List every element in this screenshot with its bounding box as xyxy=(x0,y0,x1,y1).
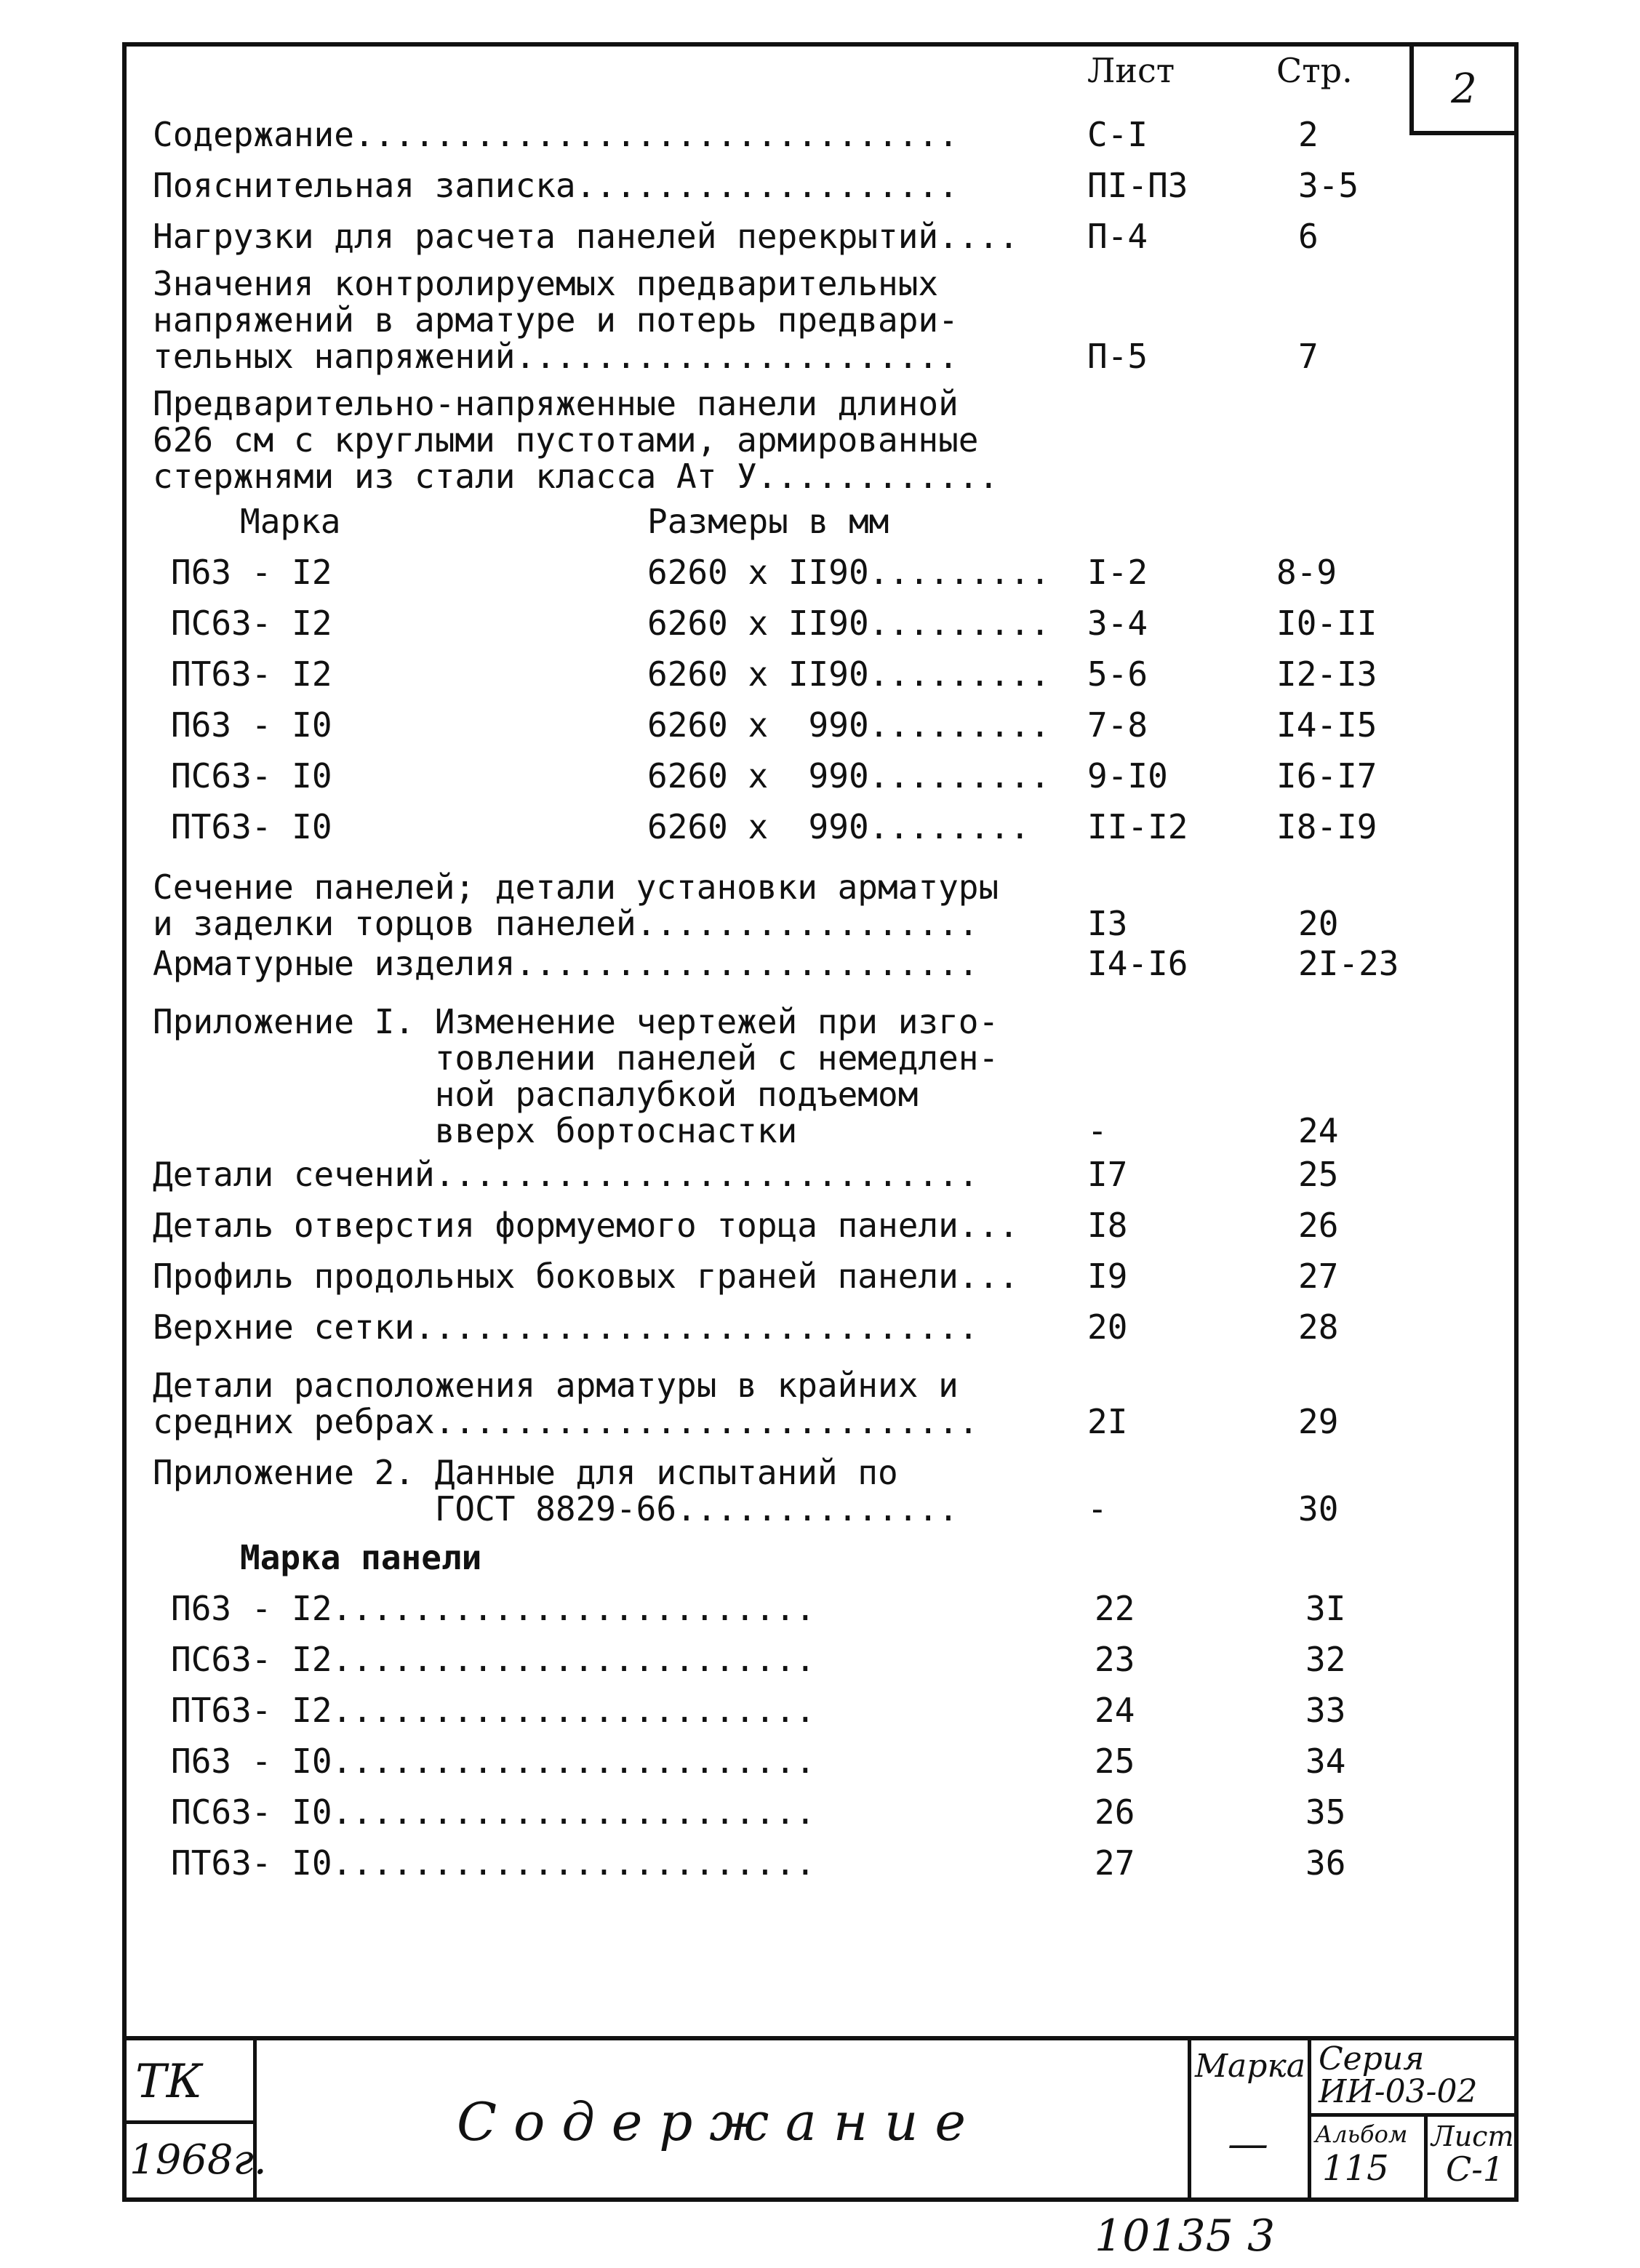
toc-entry-text: Приложение I. Изменение чертежей при изго- товлении панелей с немедлен- ной распалубкой подъемом вверх бортоснастки xyxy=(153,1002,999,1150)
panel-size: 6260 x II90......... xyxy=(647,604,1050,643)
footer-number: 10135 3 xyxy=(1095,2211,1276,2261)
tb-divider xyxy=(1188,2040,1191,2202)
panel-sheet: 7-8 xyxy=(1087,705,1148,745)
toc-entry-text: Детали расположения арматуры в крайних и средних ребрах........................... xyxy=(153,1366,979,1441)
panel-sheet: 9-I0 xyxy=(1087,756,1168,796)
toc-entry-page: 3-5 xyxy=(1298,166,1359,205)
sheet-column-header: Лист xyxy=(1087,51,1175,90)
test-mark: ПТ63- I2........................ xyxy=(171,1691,816,1730)
test-sheet: 25 xyxy=(1095,1742,1135,1781)
toc-entry-sheet: I3 xyxy=(1087,904,1128,943)
mark-label: Марка xyxy=(1195,2048,1305,2085)
series-label: Серия xyxy=(1319,2040,1425,2077)
tb-divider xyxy=(1308,2113,1519,2117)
panel-mark: ПС63- I2 xyxy=(171,604,332,643)
test-page: 35 xyxy=(1305,1792,1346,1832)
toc-entry-page: 20 xyxy=(1298,904,1339,943)
panel-sheet: I-2 xyxy=(1087,553,1148,592)
toc-entry-sheet: ПI-П3 xyxy=(1087,166,1188,205)
toc-entry-page: 26 xyxy=(1298,1206,1339,1245)
test-page: 33 xyxy=(1305,1691,1346,1730)
panel-size: 6260 x 990........ xyxy=(647,807,1031,846)
toc-entry-text: Значения контролируемых предварительных напряжений в арматуре и потерь предвари- тельных напряжений...................... xyxy=(153,264,959,376)
test-sheet: 27 xyxy=(1095,1843,1135,1883)
toc-entry-sheet: I9 xyxy=(1087,1257,1128,1296)
toc-entry-page: 24 xyxy=(1298,1111,1339,1150)
album-label: Альбом xyxy=(1315,2120,1408,2148)
page-number: 2 xyxy=(1451,65,1477,113)
panel-mark: ПС63- I0 xyxy=(171,756,332,796)
toc-entry-text: Арматурные изделия....................... xyxy=(153,944,979,983)
toc-entry-text: Профиль продольных боковых граней панели... xyxy=(153,1257,1019,1296)
test-mark: П63 - I2........................ xyxy=(171,1589,816,1628)
mark-panel-header: Марка панели xyxy=(240,1538,482,1577)
toc-entry-sheet: - xyxy=(1087,1489,1108,1528)
panel-mark: П63 - I0 xyxy=(171,705,332,745)
doc-title: С о д е р ж а н и е xyxy=(457,2091,966,2152)
title-block xyxy=(122,2036,1519,2202)
test-mark: ПС63- I0........................ xyxy=(171,1792,816,1832)
toc-entry-text: Содержание.............................. xyxy=(153,115,959,154)
test-page: 3I xyxy=(1305,1589,1346,1628)
panel-page: I6-I7 xyxy=(1276,756,1377,796)
toc-entry-text: Детали сечений........................... xyxy=(153,1155,979,1194)
panel-page: I8-I9 xyxy=(1276,807,1377,846)
test-sheet: 24 xyxy=(1095,1691,1135,1730)
test-sheet: 26 xyxy=(1095,1792,1135,1832)
panel-mark: ПТ63- I0 xyxy=(171,807,332,846)
toc-entry-sheet: П-4 xyxy=(1087,217,1148,256)
toc-entry-sheet: - xyxy=(1087,1111,1108,1150)
toc-entry-page: 2I-23 xyxy=(1298,944,1399,983)
year: 1968г. xyxy=(129,2136,267,2184)
test-mark: ПТ63- I0........................ xyxy=(171,1843,816,1883)
tb-divider xyxy=(122,2120,253,2124)
toc-entry-page: 28 xyxy=(1298,1307,1339,1347)
toc-entry-sheet: 20 xyxy=(1087,1307,1128,1347)
test-mark: ПС63- I2........................ xyxy=(171,1640,816,1679)
toc-entry-text: Предварительно-напряженные панели длиной 626 см с круглыми пустотами, армированные стержнями из стали класса Ат У............ xyxy=(153,384,999,496)
series-value: ИИ-03-02 xyxy=(1319,2073,1478,2110)
panel-mark: П63 - I2 xyxy=(171,553,332,592)
toc-entry-page: 29 xyxy=(1298,1402,1339,1441)
toc-entry-text: Сечение панелей; детали установки арматуры и заделки торцов панелей................. xyxy=(153,867,999,943)
test-page: 36 xyxy=(1305,1843,1346,1883)
test-sheet: 23 xyxy=(1095,1640,1135,1679)
panel-size: 6260 x II90......... xyxy=(647,654,1050,694)
panel-sheet: II-I2 xyxy=(1087,807,1188,846)
mark-value: — xyxy=(1228,2120,1268,2168)
toc-entry-page: 7 xyxy=(1298,337,1319,376)
toc-entry-sheet: С-I xyxy=(1087,115,1148,154)
test-page: 32 xyxy=(1305,1640,1346,1679)
toc-entry-page: 6 xyxy=(1298,217,1319,256)
panel-page: 8-9 xyxy=(1276,553,1337,592)
toc-entry-sheet: I7 xyxy=(1087,1155,1128,1194)
toc-entry-text: Пояснительная записка................... xyxy=(153,166,959,205)
tb-divider xyxy=(1308,2040,1311,2202)
toc-entry-sheet: П-5 xyxy=(1087,337,1148,376)
toc-entry-text: Нагрузки для расчета панелей перекрытий.... xyxy=(153,217,1019,256)
toc-entry-page: 25 xyxy=(1298,1155,1339,1194)
toc-entry-page: 27 xyxy=(1298,1257,1339,1296)
sheet-label: Лист xyxy=(1431,2120,1514,2152)
panel-size: 6260 x 990......... xyxy=(647,756,1050,796)
toc-entry-page: 2 xyxy=(1298,115,1319,154)
toc-entry-page: 30 xyxy=(1298,1489,1339,1528)
panels-size-header: Размеры в мм xyxy=(647,502,889,541)
album-value: 115 xyxy=(1322,2148,1389,2189)
panel-page: I0-II xyxy=(1276,604,1377,643)
test-mark: П63 - I0........................ xyxy=(171,1742,816,1781)
page-column-header: Стр. xyxy=(1276,51,1353,90)
org-code: ТК xyxy=(135,2055,203,2109)
panel-mark: ПТ63- I2 xyxy=(171,654,332,694)
toc-entry-sheet: I8 xyxy=(1087,1206,1128,1245)
test-sheet: 22 xyxy=(1095,1589,1135,1628)
toc-entry-sheet: I4-I6 xyxy=(1087,944,1188,983)
page-number-box xyxy=(1409,42,1519,135)
test-page: 34 xyxy=(1305,1742,1346,1781)
panels-mark-header: Марка xyxy=(240,502,341,541)
tb-divider xyxy=(1424,2113,1428,2202)
toc-entry-text: Верхние сетки............................ xyxy=(153,1307,979,1347)
panel-size: 6260 x II90......... xyxy=(647,553,1050,592)
panel-size: 6260 x 990......... xyxy=(647,705,1050,745)
panel-page: I4-I5 xyxy=(1276,705,1377,745)
panel-sheet: 3-4 xyxy=(1087,604,1148,643)
toc-entry-text: Деталь отверстия формуемого торца панели... xyxy=(153,1206,1019,1245)
panel-sheet: 5-6 xyxy=(1087,654,1148,694)
toc-entry-sheet: 2I xyxy=(1087,1402,1128,1441)
sheet-value: С-1 xyxy=(1446,2149,1505,2189)
toc-entry-text: Приложение 2. Данные для испытаний по ГОСТ 8829-66.............. xyxy=(153,1453,959,1528)
panel-page: I2-I3 xyxy=(1276,654,1377,694)
